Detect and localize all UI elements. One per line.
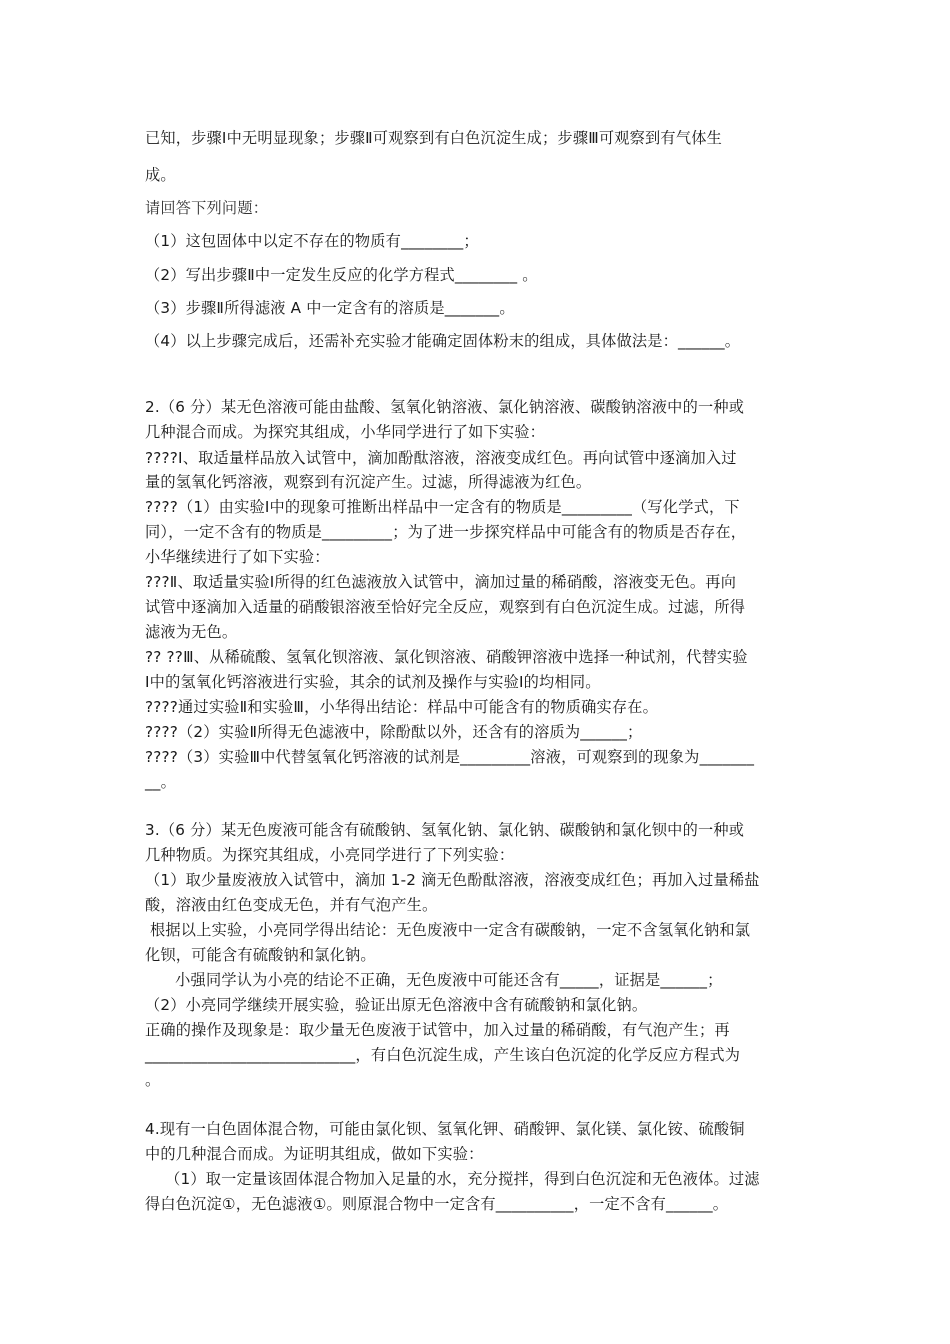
q1-item-1: （1）这包固体中以定不存在的物质有________；	[145, 232, 479, 250]
q3-line-4: 酸，溶液由红色变成无色，并有气泡产生。	[145, 896, 438, 914]
q3-line-6: 化钡，可能含有硫酸钠和氯化钠。	[145, 946, 376, 964]
q1-item-2: （2）写出步骤Ⅱ中一定发生反应的化学方程式________ 。	[145, 266, 538, 284]
q3-line-11: 。	[145, 1071, 161, 1089]
q2-line-6: 同），一定不含有的物质是_________；为了进一步探究样品中可能含有的物质是否存在，	[145, 523, 747, 541]
q3-line-9: 正确的操作及现象是：取少量无色废液于试管中，加入过量的稀硝酸，有气泡产生；再	[145, 1021, 730, 1039]
q3-line-3: （1）取少量废液放入试管中，滴加 1-2 滴无色酚酞溶液，溶液变成红色；再加入过量稀盐	[145, 871, 760, 889]
q2-line-11: ?? ??Ⅲ、从稀硫酸、氢氧化钡溶液、氯化钡溶液、硝酸钾溶液中选择一种试剂，代替实验	[145, 648, 748, 666]
q2-line-12: Ⅰ中的氢氧化钙溶液进行实验，其余的试剂及操作与实验Ⅰ的均相同。	[145, 673, 601, 691]
intro-line-1: 已知，步骤Ⅰ中无明显现象；步骤Ⅱ可观察到有白色沉淀生成；步骤Ⅲ可观察到有气体生	[145, 129, 722, 147]
q2-line-8: ???Ⅱ、取适量实验Ⅰ所得的红色滤液放入试管中，滴加过量的稀硝酸，溶液变无色。再向	[145, 573, 737, 591]
answer-prompt: 请回答下列问题：	[145, 199, 269, 217]
q1-item-4: （4）以上步骤完成后，还需补充实验才能确定固体粉末的组成，具体做法是：______。	[145, 332, 741, 350]
q2-line-14: ????（2）实验Ⅱ所得无色滤液中，除酚酞以外，还含有的溶质为______；	[145, 723, 643, 741]
intro-line-2: 成。	[145, 166, 176, 184]
q2-line-9: 试管中逐滴加入适量的硝酸银溶液至恰好完全反应，观察到有白色沉淀生成。过滤，所得	[145, 598, 746, 616]
q1-item-3: （3）步骤Ⅱ所得滤液 A 中一定含有的溶质是_______。	[145, 299, 515, 317]
q3-line-8: （2）小亮同学继续开展实验，验证出原无色溶液中含有硫酸钠和氯化钠。	[145, 996, 648, 1014]
q4-line-2: 中的几种混合而成。为证明其组成，做如下实验：	[145, 1145, 484, 1163]
q2-line-7: 小华继续进行了如下实验：	[145, 548, 330, 566]
q2-line-5: ????（1）由实验Ⅰ中的现象可推断出样品中一定含有的物质是_________（写化学式，下	[145, 498, 740, 516]
q3-line-1: 3.（6 分）某无色废液可能含有硫酸钠、氢氧化钠、氯化钠、碳酸钠和氯化钡中的一种或	[145, 821, 745, 839]
q2-line-13: ????通过实验Ⅱ和实验Ⅲ，小华得出结论：样品中可能含有的物质确实存在。	[145, 698, 659, 716]
q2-line-16: __。	[145, 773, 176, 791]
q4-line-3: （1）取一定量该固体混合物加入足量的水，充分搅拌，得到白色沉淀和无色液体。过滤	[145, 1170, 760, 1188]
q2-line-2: 几种混合而成。为探究其组成，小华同学进行了如下实验：	[145, 423, 546, 441]
q2-line-1: 2.（6 分）某无色溶液可能由盐酸、氢氧化钠溶液、氯化钠溶液、碳酸钠溶液中的一种或	[145, 398, 745, 416]
q4-line-4: 得白色沉淀①，无色滤液①。则原混合物中一定含有__________，一定不含有______。	[145, 1195, 729, 1213]
q2-line-4: 量的氢氧化钙溶液，观察到有沉淀产生。过滤，所得滤液为红色。	[145, 473, 592, 491]
q3-line-7: 小强同学认为小亮的结论不正确，无色废液中可能还含有_____，证据是______；	[145, 971, 723, 989]
q4-line-1: 4.现有一白色固体混合物，可能由氯化钡、氢氧化钾、硝酸钾、氯化镁、氯化铵、硫酸铜	[145, 1120, 745, 1138]
q2-line-15: ????（3）实验Ⅲ中代替氢氧化钙溶液的试剂是_________溶液，可观察到的现象为_______	[145, 748, 755, 766]
q2-line-3: ????Ⅰ、取适量样品放入试管中，滴加酚酞溶液，溶液变成红色。再向试管中逐滴加入过	[145, 449, 737, 467]
q3-line-10: ___________________________，有白色沉淀生成，产生该白色沉淀的化学反应方程式为	[145, 1046, 741, 1064]
q2-line-10: 滤液为无色。	[145, 623, 238, 641]
q3-line-5: 根据以上实验，小亮同学得出结论：无色废液中一定含有碳酸钠，一定不含氢氧化钠和氯	[145, 921, 751, 939]
q3-line-2: 几种物质。为探究其组成，小亮同学进行了下列实验：	[145, 846, 515, 864]
